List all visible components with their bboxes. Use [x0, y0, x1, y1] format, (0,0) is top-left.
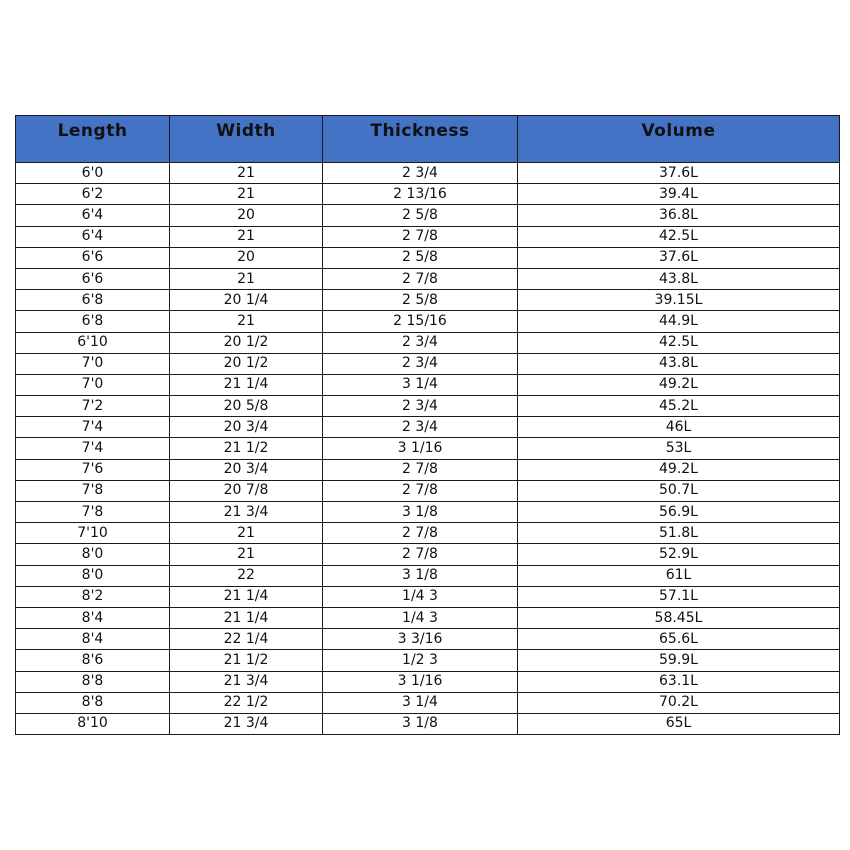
- cell-thickness: 2 3/4: [323, 332, 518, 353]
- header-width: Width: [170, 116, 323, 163]
- table-row: [16, 163, 840, 184]
- cell-length: 7'4: [16, 438, 170, 459]
- cell-volume: 52.9L: [518, 544, 840, 565]
- cell-volume: 63.1L: [518, 671, 840, 692]
- cell-length: 7'8: [16, 502, 170, 523]
- table-row: [16, 226, 840, 247]
- header-thickness: Thickness: [323, 116, 518, 163]
- table-row: [16, 650, 840, 671]
- cell-volume: 51.8L: [518, 523, 840, 544]
- cell-length: 6'6: [16, 247, 170, 268]
- cell-volume: 44.9L: [518, 311, 840, 332]
- cell-length: 6'10: [16, 332, 170, 353]
- header-length: Length: [16, 116, 170, 163]
- table-row: [16, 671, 840, 692]
- cell-thickness: 2 3/4: [323, 163, 518, 184]
- cell-width: 21: [170, 163, 323, 184]
- cell-thickness: 2 7/8: [323, 544, 518, 565]
- table-row: [16, 438, 840, 459]
- cell-thickness: 3 1/8: [323, 502, 518, 523]
- cell-length: 7'0: [16, 353, 170, 374]
- cell-length: 7'2: [16, 396, 170, 417]
- table-row: [16, 332, 840, 353]
- cell-width: 22 1/4: [170, 629, 323, 650]
- cell-volume: 37.6L: [518, 163, 840, 184]
- cell-thickness: 2 7/8: [323, 268, 518, 289]
- table-row: [16, 311, 840, 332]
- table-row: [16, 353, 840, 374]
- cell-length: 8'8: [16, 692, 170, 713]
- cell-thickness: 2 7/8: [323, 523, 518, 544]
- cell-width: 22 1/2: [170, 692, 323, 713]
- cell-thickness: 2 13/16: [323, 184, 518, 205]
- table-row: [16, 417, 840, 438]
- cell-volume: 39.15L: [518, 290, 840, 311]
- table-row: [16, 629, 840, 650]
- cell-thickness: 3 3/16: [323, 629, 518, 650]
- cell-thickness: 2 7/8: [323, 480, 518, 501]
- cell-width: 20 5/8: [170, 396, 323, 417]
- cell-length: 6'8: [16, 311, 170, 332]
- cell-width: 20 1/2: [170, 332, 323, 353]
- cell-volume: 49.2L: [518, 459, 840, 480]
- cell-width: 21 1/4: [170, 374, 323, 395]
- cell-length: 8'6: [16, 650, 170, 671]
- table-row: [16, 374, 840, 395]
- cell-length: 6'4: [16, 205, 170, 226]
- cell-volume: 39.4L: [518, 184, 840, 205]
- cell-volume: 42.5L: [518, 226, 840, 247]
- cell-thickness: 2 5/8: [323, 290, 518, 311]
- table-row: [16, 184, 840, 205]
- cell-thickness: 3 1/8: [323, 565, 518, 586]
- cell-thickness: 2 3/4: [323, 417, 518, 438]
- cell-width: 21 1/2: [170, 438, 323, 459]
- cell-width: 21 1/4: [170, 607, 323, 628]
- cell-width: 21: [170, 268, 323, 289]
- cell-width: 20: [170, 205, 323, 226]
- cell-length: 7'8: [16, 480, 170, 501]
- cell-volume: 59.9L: [518, 650, 840, 671]
- cell-volume: 45.2L: [518, 396, 840, 417]
- table-row: [16, 607, 840, 628]
- cell-thickness: 2 7/8: [323, 226, 518, 247]
- cell-width: 20 3/4: [170, 459, 323, 480]
- cell-volume: 53L: [518, 438, 840, 459]
- size-chart-table: [15, 115, 840, 735]
- cell-thickness: 2 7/8: [323, 459, 518, 480]
- table-row: [16, 523, 840, 544]
- header-row: [16, 116, 840, 163]
- table-row: [16, 459, 840, 480]
- cell-width: 21: [170, 523, 323, 544]
- cell-thickness: 2 15/16: [323, 311, 518, 332]
- cell-width: 21 3/4: [170, 502, 323, 523]
- cell-thickness: 2 3/4: [323, 353, 518, 374]
- cell-volume: 65.6L: [518, 629, 840, 650]
- cell-length: 6'4: [16, 226, 170, 247]
- cell-width: 22: [170, 565, 323, 586]
- table-row: [16, 247, 840, 268]
- cell-width: 21 3/4: [170, 713, 323, 734]
- cell-volume: 46L: [518, 417, 840, 438]
- cell-length: 6'0: [16, 163, 170, 184]
- cell-volume: 50.7L: [518, 480, 840, 501]
- table-row: [16, 290, 840, 311]
- cell-thickness: 3 1/16: [323, 438, 518, 459]
- cell-width: 21 1/2: [170, 650, 323, 671]
- table-body: [16, 163, 840, 735]
- cell-thickness: 2 5/8: [323, 247, 518, 268]
- cell-volume: 58.45L: [518, 607, 840, 628]
- cell-length: 6'8: [16, 290, 170, 311]
- cell-length: 8'4: [16, 607, 170, 628]
- cell-volume: 61L: [518, 565, 840, 586]
- cell-volume: 42.5L: [518, 332, 840, 353]
- cell-length: 8'0: [16, 544, 170, 565]
- cell-length: 7'4: [16, 417, 170, 438]
- table-header: [16, 116, 840, 163]
- cell-width: 21: [170, 184, 323, 205]
- cell-width: 20 7/8: [170, 480, 323, 501]
- cell-thickness: 3 1/8: [323, 713, 518, 734]
- table-row: [16, 713, 840, 734]
- cell-volume: 37.6L: [518, 247, 840, 268]
- cell-width: 21: [170, 226, 323, 247]
- cell-length: 7'0: [16, 374, 170, 395]
- table-row: [16, 396, 840, 417]
- cell-thickness: 1/2 3: [323, 650, 518, 671]
- cell-width: 20 1/2: [170, 353, 323, 374]
- cell-width: 21: [170, 544, 323, 565]
- cell-width: 21: [170, 311, 323, 332]
- table-row: [16, 502, 840, 523]
- cell-width: 20: [170, 247, 323, 268]
- header-volume: Volume: [518, 116, 840, 163]
- cell-length: 8'10: [16, 713, 170, 734]
- table-row: [16, 205, 840, 226]
- cell-length: 6'2: [16, 184, 170, 205]
- table-row: [16, 692, 840, 713]
- cell-width: 20 3/4: [170, 417, 323, 438]
- cell-length: 7'6: [16, 459, 170, 480]
- cell-thickness: 3 1/4: [323, 374, 518, 395]
- cell-length: 8'2: [16, 586, 170, 607]
- cell-thickness: 2 3/4: [323, 396, 518, 417]
- table-row: [16, 586, 840, 607]
- cell-thickness: 1/4 3: [323, 607, 518, 628]
- cell-length: 8'8: [16, 671, 170, 692]
- cell-volume: 56.9L: [518, 502, 840, 523]
- cell-volume: 57.1L: [518, 586, 840, 607]
- cell-thickness: 3 1/16: [323, 671, 518, 692]
- cell-length: 6'6: [16, 268, 170, 289]
- cell-volume: 36.8L: [518, 205, 840, 226]
- cell-volume: 65L: [518, 713, 840, 734]
- cell-thickness: 2 5/8: [323, 205, 518, 226]
- cell-length: 8'4: [16, 629, 170, 650]
- cell-length: 7'10: [16, 523, 170, 544]
- cell-width: 21 3/4: [170, 671, 323, 692]
- cell-volume: 43.8L: [518, 353, 840, 374]
- cell-length: 8'0: [16, 565, 170, 586]
- table-row: [16, 480, 840, 501]
- cell-width: 20 1/4: [170, 290, 323, 311]
- cell-thickness: 3 1/4: [323, 692, 518, 713]
- cell-thickness: 1/4 3: [323, 586, 518, 607]
- cell-width: 21 1/4: [170, 586, 323, 607]
- cell-volume: 43.8L: [518, 268, 840, 289]
- table-row: [16, 565, 840, 586]
- cell-volume: 70.2L: [518, 692, 840, 713]
- table-row: [16, 268, 840, 289]
- table-row: [16, 544, 840, 565]
- cell-volume: 49.2L: [518, 374, 840, 395]
